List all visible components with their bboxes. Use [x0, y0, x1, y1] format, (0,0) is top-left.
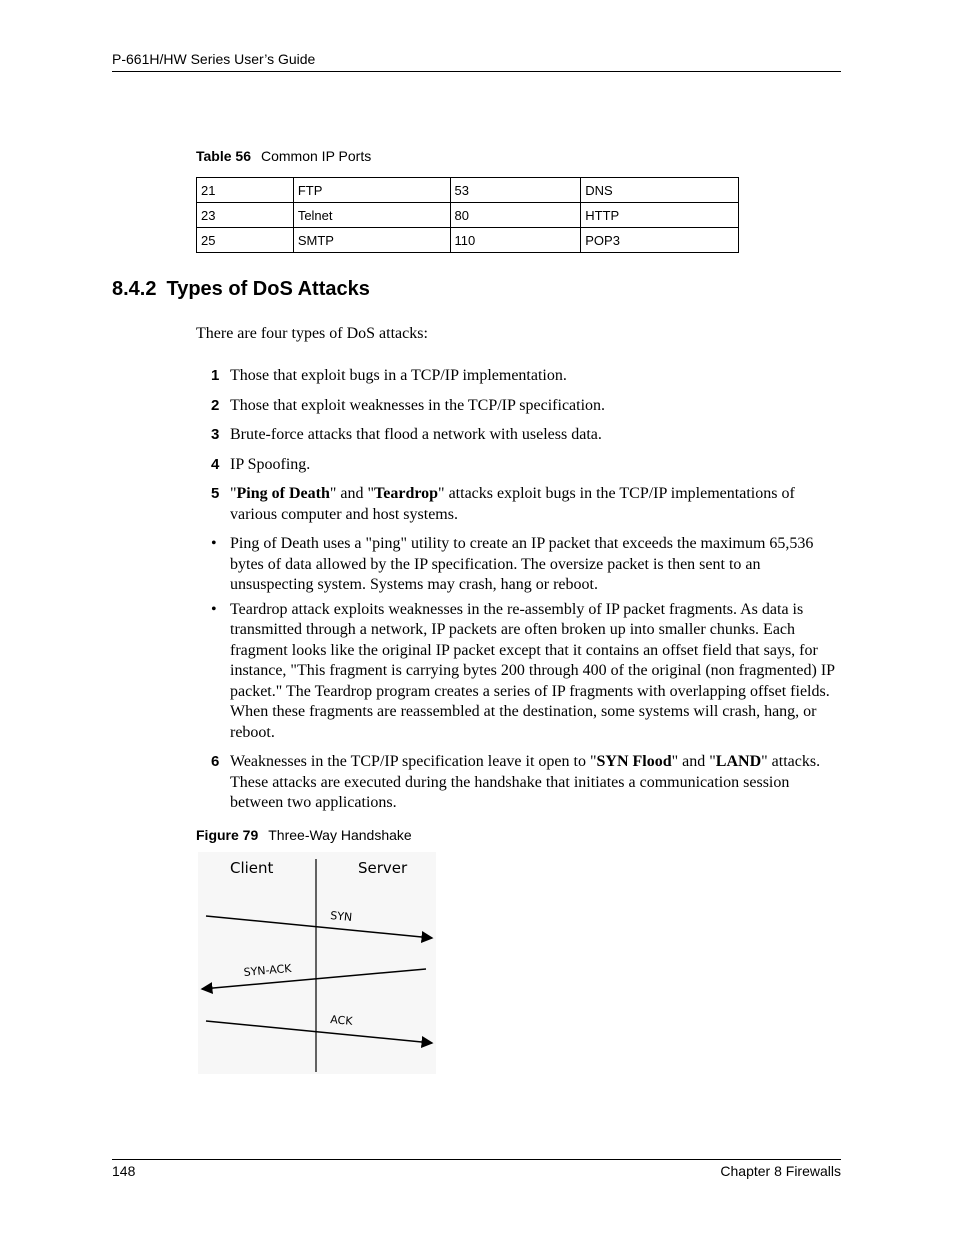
list-item: [196, 396, 842, 417]
table-cell: 110: [450, 228, 581, 253]
item-number: 5: [211, 485, 220, 502]
list-item: [196, 484, 842, 525]
table-cell: 21: [197, 178, 294, 203]
bullet-item: [196, 600, 842, 744]
table-cell: 80: [450, 203, 581, 228]
list-item: [196, 455, 842, 476]
list-item: [196, 366, 842, 387]
term-land: LAND: [715, 753, 762, 770]
syn-ack-label: SYN-ACK: [243, 961, 292, 979]
item-text: Those that exploit bugs in a TCP/IP implementation.: [230, 367, 567, 384]
attack-list: [196, 366, 842, 823]
figure-caption: [196, 827, 412, 843]
item-text-part: " attacks. These attacks are executed during the handshake that initiates a communication session between two applications.: [230, 753, 821, 811]
item-text: Brute-force attacks that flood a network with useless data.: [230, 426, 602, 443]
table-row: [197, 228, 739, 253]
bullet-text: Teardrop attack exploits weaknesses in the re-assembly of IP packet fragments. As data is transmitted through a network, IP packets are often broken up into smaller chunks. Each fragment looks like the original IP packet except that it contains an offset field that says, for instance, "This fragment is carrying bytes 200 through 400 of the original (non fragmented) IP packet." The Teardrop program creates a series of IP fragments with overlapping offset fields. When these fragments are reassembled at the destination, some systems will crash, hang, or reboot.: [230, 600, 835, 741]
ack-label: ACK: [329, 1013, 354, 1028]
bullet-symbol: •: [211, 600, 217, 618]
table-row: [197, 178, 739, 203]
item-number: 4: [211, 455, 220, 473]
term-syn-flood: SYN Flood: [596, 753, 672, 770]
table-caption: [196, 148, 371, 164]
item-number: 2: [211, 396, 220, 414]
table-cell: 25: [197, 228, 294, 253]
item-number: 6: [211, 753, 220, 770]
list-item: [196, 752, 842, 814]
term-ping-of-death: Ping of Death: [236, 485, 330, 502]
item-text-part: Weaknesses in the TCP/IP specification leave it open to ": [230, 753, 597, 770]
client-label: Client: [230, 859, 274, 877]
table-cell: 53: [450, 178, 581, 203]
diagram-background: [198, 852, 436, 1074]
bullet-text: Ping of Death uses a "ping" utility to create an IP packet that exceeds the maximum 65,536 bytes of data allowed by the IP specification. The oversize packet is then sent to an unsuspecting system. Systems may crash, hang or reboot.: [230, 535, 814, 593]
item-text: IP Spoofing.: [230, 455, 311, 473]
table-cell: HTTP: [581, 203, 739, 228]
page-number: 148: [112, 1163, 136, 1179]
table-label: Table 56: [196, 148, 251, 164]
page-footer: [112, 1159, 841, 1179]
table-row: [197, 203, 739, 228]
table-cell: DNS: [581, 178, 739, 203]
table-cell: Telnet: [293, 203, 450, 228]
section-title-text: Types of DoS Attacks: [166, 278, 370, 300]
syn-label: SYN: [329, 909, 353, 924]
table-caption-text: Common IP Ports: [261, 148, 372, 164]
common-ip-ports-table: [196, 177, 739, 253]
table-cell: POP3: [581, 228, 739, 253]
bullet-item: [196, 534, 842, 596]
handshake-svg: [198, 852, 436, 1074]
item-text-part: " and ": [329, 485, 375, 502]
chapter-title: Chapter 8 Firewalls: [720, 1163, 841, 1179]
table-cell: SMTP: [293, 228, 450, 253]
list-item: [196, 425, 842, 446]
figure-label: Figure 79: [196, 827, 259, 843]
item-text-part: " attacks exploit bugs in the TCP/IP implementations of various computer and host systems.: [230, 485, 795, 523]
page-header: [112, 51, 841, 72]
section-heading: [112, 278, 370, 301]
handshake-diagram: [198, 852, 436, 1074]
bullet-symbol: •: [211, 535, 217, 552]
figure-caption-text: Three-Way Handshake: [268, 827, 412, 843]
section-number: 8.4.2: [112, 278, 157, 300]
term-teardrop: Teardrop: [374, 485, 439, 502]
item-text-part: " and ": [671, 753, 716, 770]
server-label: Server: [358, 859, 408, 877]
item-text: Those that exploit weaknesses in the TCP/IP specification.: [230, 396, 606, 414]
table-cell: FTP: [293, 178, 450, 203]
guide-title: P-661H/HW Series User’s Guide: [112, 51, 316, 67]
intro-paragraph: There are four types of DoS attacks:: [196, 325, 428, 342]
item-number: 3: [211, 426, 220, 443]
item-number: 1: [211, 367, 220, 384]
item-text-part: ": [230, 485, 237, 502]
table-cell: 23: [197, 203, 294, 228]
